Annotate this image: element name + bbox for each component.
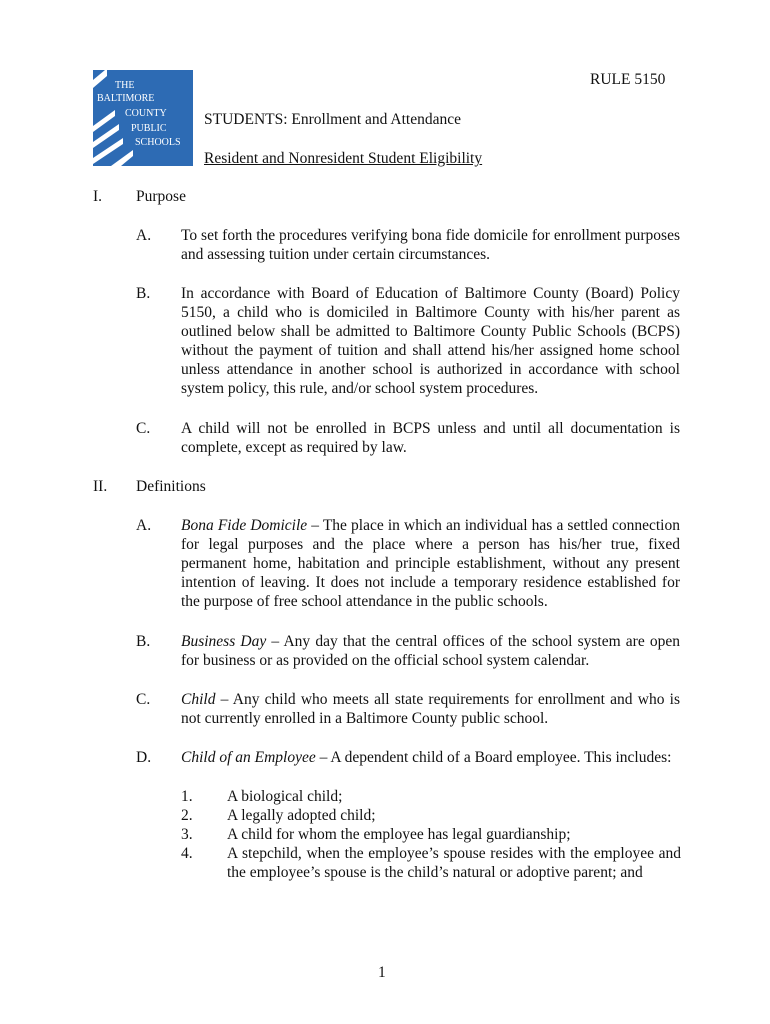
logo-text-line: COUNTY <box>125 108 167 119</box>
subitem-number: 1. <box>181 788 193 805</box>
definition-text: – The place in which an individual has a settled connection for legal purposes and the place where a person has his/her true, fixed permanent home, habitation and principle establishment, without any present intention of leaving. It does not include a temporary residence established for the purpose of free school attendance in the public schools. <box>181 517 680 610</box>
subitem-text: A biological child; <box>227 788 343 805</box>
section-number: II. <box>93 478 108 495</box>
definition-text: – Any child who meets all state requirements for enrollment and who is not currently enrolled in a Baltimore County public school. <box>181 691 680 727</box>
defined-term: Bona Fide Domicile <box>181 517 308 534</box>
item-paragraph: In accordance with Board of Education of Baltimore County (Board) Policy 5150, a child who is domiciled in Baltimore County with his/her parent as outlined below shall be admitted to Baltimore County Public Schools (BCPS) without the payment of tuition and shall attend his/her assigned home school unless attendance in another school is authorized in accordance with school system policy, this rule, and/or school system procedures. <box>181 285 680 397</box>
subitem-number: 4. <box>181 845 193 862</box>
logo-text-line: SCHOOLS <box>135 137 181 148</box>
item-text <box>181 632 680 670</box>
document-title: STUDENTS: Enrollment and Attendance <box>204 111 461 128</box>
subitem-text: A stepchild, when the employee’s spouse resides with the employee and the employee’s spouse is the child’s natural or adoptive parent; and <box>227 845 681 881</box>
bcps-logo <box>93 70 193 166</box>
item-label: C. <box>136 691 151 708</box>
item-paragraph <box>181 690 680 728</box>
item-label: A. <box>136 517 152 534</box>
logo-text-line: BALTIMORE <box>97 93 155 104</box>
item-text <box>181 284 680 398</box>
document-subtitle: Resident and Nonresident Student Eligibility <box>204 150 483 167</box>
subitem-number: 2. <box>181 807 193 824</box>
item-label: B. <box>136 633 151 650</box>
item-text <box>181 748 680 767</box>
section-heading: Purpose <box>136 188 186 205</box>
page-number: 1 <box>378 964 386 981</box>
subitem-number: 3. <box>181 826 193 843</box>
item-text <box>181 690 680 728</box>
definition-text: – Any day that the central offices of the school system are open for business or as provided on the official school system calendar. <box>181 633 681 669</box>
item-label: D. <box>136 749 152 766</box>
section-number: I. <box>93 188 103 205</box>
item-label: C. <box>136 420 151 437</box>
item-text <box>181 419 680 457</box>
logo-text-line: PUBLIC <box>131 123 167 134</box>
section-heading: Definitions <box>136 478 206 495</box>
item-paragraph: To set forth the procedures verifying bona fide domicile for enrollment purposes and assessing tuition under certain circumstances. <box>181 227 680 263</box>
subitem-text: A child for whom the employee has legal guardianship; <box>227 826 571 843</box>
item-label: B. <box>136 285 151 302</box>
defined-term: Child <box>181 691 216 708</box>
defined-term: Child of an Employee <box>181 749 316 766</box>
defined-term: Business Day <box>181 633 267 650</box>
item-paragraph <box>181 748 680 767</box>
item-paragraph: A child will not be enrolled in BCPS unless and until all documentation is complete, except as required by law. <box>181 420 680 456</box>
item-paragraph <box>181 516 680 611</box>
subitem-text: A legally adopted child; <box>227 807 376 824</box>
logo-text-line: THE <box>115 80 135 91</box>
item-text <box>181 516 680 611</box>
bcps-logo-graphic <box>93 70 193 166</box>
item-text <box>181 226 680 264</box>
definition-text: – A dependent child of a Board employee. This includes: <box>315 749 672 766</box>
rule-number: RULE 5150 <box>590 71 666 88</box>
item-label: A. <box>136 227 152 244</box>
item-paragraph <box>181 632 680 670</box>
